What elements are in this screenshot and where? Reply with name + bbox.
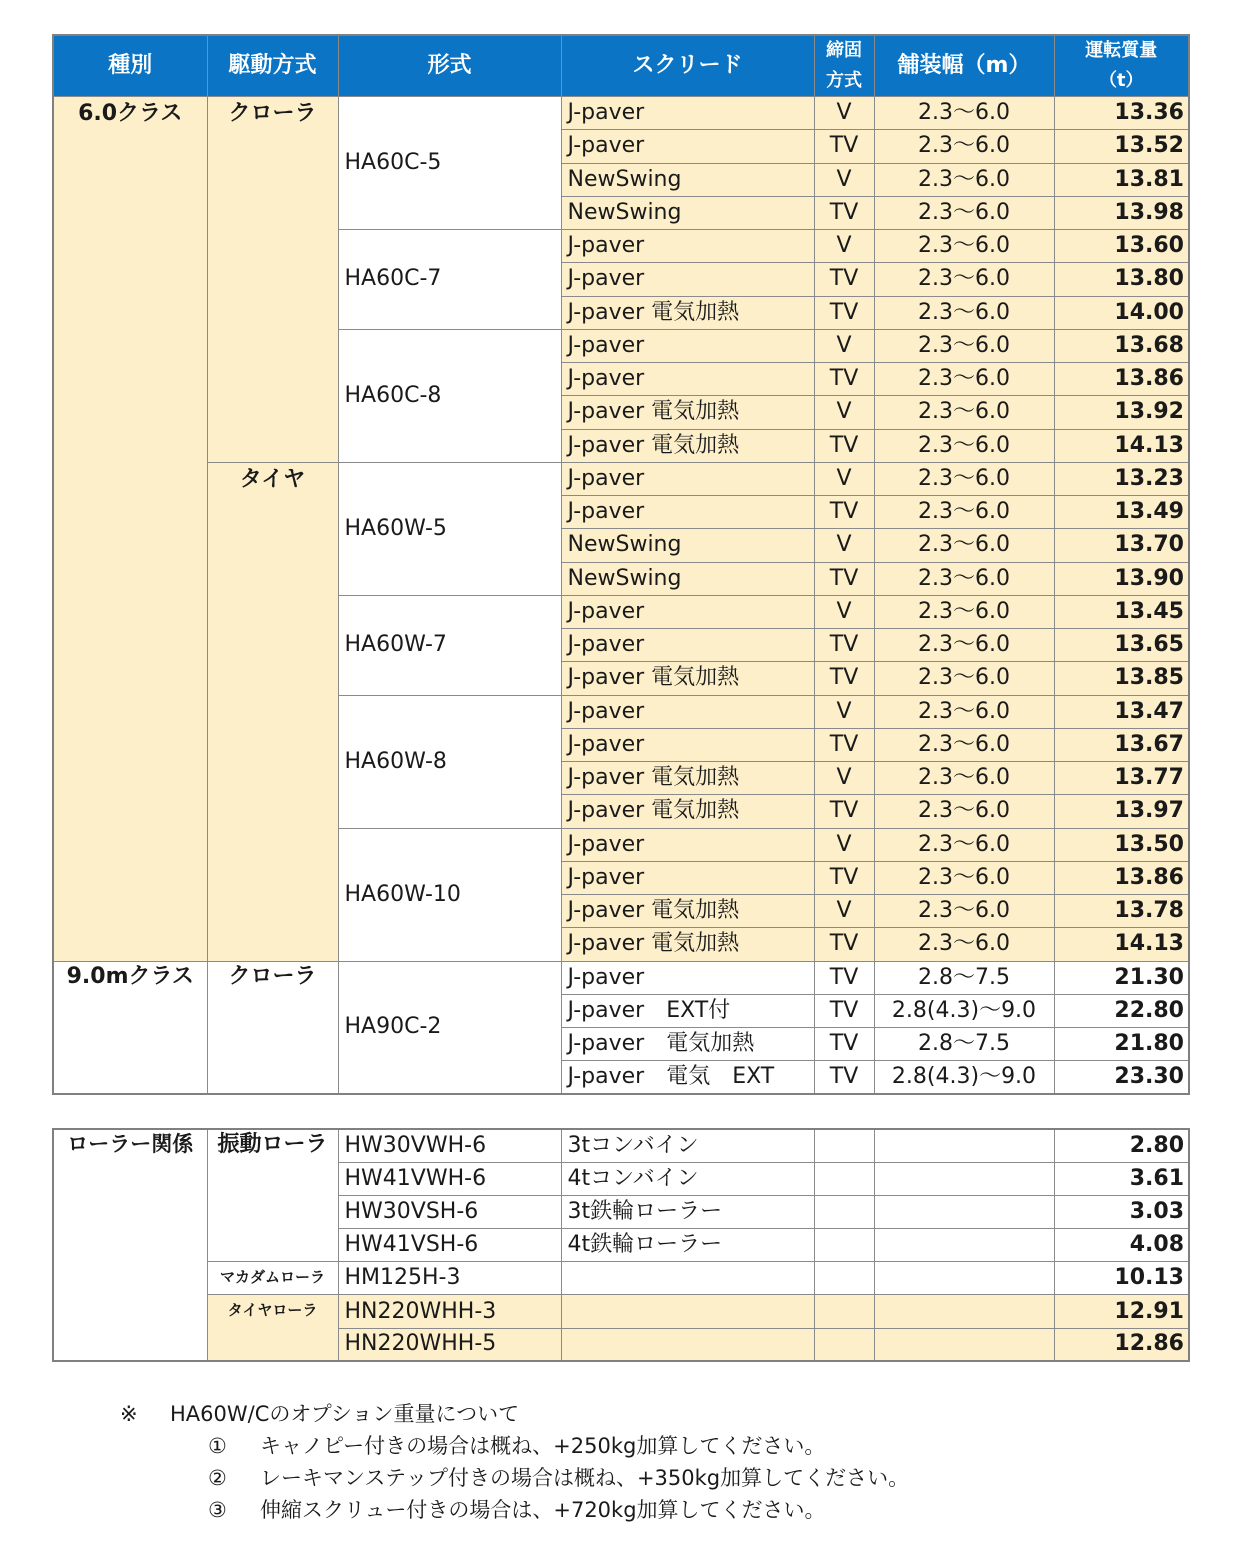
compaction-cell: V <box>814 595 874 628</box>
width-cell: 2.3～6.0 <box>874 97 1054 130</box>
weight-cell: 4.08 <box>1054 1229 1189 1262</box>
screed-cell: J-paver <box>561 828 814 861</box>
model-cell: HA60C-5 <box>338 97 561 230</box>
weight-cell: 13.52 <box>1054 130 1189 163</box>
compaction-cell: V <box>814 828 874 861</box>
compaction-cell: TV <box>814 861 874 894</box>
weight-cell: 13.78 <box>1054 895 1189 928</box>
weight-cell: 10.13 <box>1054 1262 1189 1295</box>
weight-cell: 14.00 <box>1054 296 1189 329</box>
empty-cell <box>874 1328 1054 1361</box>
notes-title: HA60W/Cのオプション重量について <box>170 1402 520 1426</box>
paver-spec-table <box>52 34 1190 1095</box>
weight-cell: 2.80 <box>1054 1129 1189 1162</box>
width-cell: 2.8～7.5 <box>874 1028 1054 1061</box>
width-cell: 2.3～6.0 <box>874 928 1054 961</box>
roller-category-cell: ローラー関係 <box>53 1129 207 1361</box>
compaction-cell: TV <box>814 961 874 994</box>
model-cell: HA60W-5 <box>338 462 561 595</box>
category-cell-6: 6.0クラス <box>53 97 207 962</box>
note-text: レーキマンステップ付きの場合は概ね、+350kg加算してください。 <box>260 1466 910 1490</box>
note-item <box>120 1494 909 1526</box>
weight-cell: 13.49 <box>1054 496 1189 529</box>
weight-cell: 13.70 <box>1054 529 1189 562</box>
compaction-cell: V <box>814 329 874 362</box>
compaction-cell: TV <box>814 196 874 229</box>
model-cell: HA60C-8 <box>338 329 561 462</box>
width-cell: 2.3～6.0 <box>874 629 1054 662</box>
note-number: ③ <box>208 1498 227 1522</box>
screed-cell: J-paver 電気加熱 <box>561 1028 814 1061</box>
empty-cell <box>874 1295 1054 1328</box>
compaction-cell: V <box>814 230 874 263</box>
width-cell: 2.3～6.0 <box>874 496 1054 529</box>
header-width: 舗装幅（m） <box>874 35 1054 97</box>
empty-cell <box>874 1129 1054 1162</box>
weight-cell: 13.80 <box>1054 263 1189 296</box>
weight-cell: 13.65 <box>1054 629 1189 662</box>
width-cell: 2.3～6.0 <box>874 795 1054 828</box>
compaction-cell: TV <box>814 562 874 595</box>
compaction-cell: TV <box>814 130 874 163</box>
screed-cell: J-paver EXT付 <box>561 994 814 1027</box>
drive-cell-crawler-90: クローラ <box>207 961 338 1094</box>
screed-cell: J-paver <box>561 97 814 130</box>
weight-cell: 13.45 <box>1054 595 1189 628</box>
weight-cell: 13.81 <box>1054 163 1189 196</box>
model-cell: HW41VSH-6 <box>338 1229 561 1262</box>
screed-cell: NewSwing <box>561 562 814 595</box>
weight-cell: 13.77 <box>1054 762 1189 795</box>
weight-cell: 12.86 <box>1054 1328 1189 1361</box>
width-cell: 2.3～6.0 <box>874 196 1054 229</box>
weight-cell: 13.86 <box>1054 861 1189 894</box>
desc-cell: 4t鉄輪ローラー <box>561 1229 814 1262</box>
weight-cell: 21.80 <box>1054 1028 1189 1061</box>
empty-cell <box>814 1162 874 1195</box>
weight-cell: 13.23 <box>1054 462 1189 495</box>
width-cell: 2.3～6.0 <box>874 329 1054 362</box>
desc-cell <box>561 1262 814 1295</box>
width-cell: 2.3～6.0 <box>874 595 1054 628</box>
screed-cell: J-paver <box>561 230 814 263</box>
model-cell: HN220WHH-3 <box>338 1295 561 1328</box>
width-cell: 2.3～6.0 <box>874 462 1054 495</box>
compaction-cell: V <box>814 396 874 429</box>
weight-cell: 13.47 <box>1054 695 1189 728</box>
compaction-cell: V <box>814 895 874 928</box>
empty-cell <box>814 1328 874 1361</box>
compaction-cell: V <box>814 163 874 196</box>
screed-cell: J-paver <box>561 629 814 662</box>
weight-cell: 13.98 <box>1054 196 1189 229</box>
width-cell: 2.3～6.0 <box>874 695 1054 728</box>
empty-cell <box>814 1295 874 1328</box>
empty-cell <box>874 1262 1054 1295</box>
weight-cell: 14.13 <box>1054 429 1189 462</box>
weight-cell: 22.80 <box>1054 994 1189 1027</box>
compaction-cell: TV <box>814 263 874 296</box>
width-cell: 2.3～6.0 <box>874 762 1054 795</box>
drive-cell-tire: タイヤ <box>207 462 338 961</box>
model-cell: HM125H-3 <box>338 1262 561 1295</box>
header-weight: 運転質量 （t） <box>1054 35 1189 97</box>
screed-cell: J-paver 電気加熱 <box>561 296 814 329</box>
table-row <box>53 961 1189 994</box>
empty-cell <box>814 1229 874 1262</box>
header-category: 種別 <box>53 35 207 97</box>
width-cell: 2.8(4.3)～9.0 <box>874 994 1054 1027</box>
weight-cell: 13.97 <box>1054 795 1189 828</box>
model-cell: HA60C-7 <box>338 230 561 330</box>
header-drive: 駆動方式 <box>207 35 338 97</box>
compaction-cell: TV <box>814 662 874 695</box>
screed-cell: J-paver <box>561 263 814 296</box>
note-number: ② <box>208 1466 227 1490</box>
screed-cell: J-paver <box>561 363 814 396</box>
weight-cell: 13.85 <box>1054 662 1189 695</box>
header-screed: スクリード <box>561 35 814 97</box>
weight-cell: 13.90 <box>1054 562 1189 595</box>
desc-cell: 3t鉄輪ローラー <box>561 1195 814 1228</box>
compaction-cell: V <box>814 462 874 495</box>
weight-cell: 13.92 <box>1054 396 1189 429</box>
vibration-roller-cell: 振動ローラ <box>207 1129 338 1262</box>
weight-cell: 13.36 <box>1054 97 1189 130</box>
weight-cell: 3.03 <box>1054 1195 1189 1228</box>
width-cell: 2.3～6.0 <box>874 529 1054 562</box>
note-number: ① <box>208 1434 227 1458</box>
macadam-roller-cell: マカダムローラ <box>207 1262 338 1295</box>
tire-roller-cell: タイヤローラ <box>207 1295 338 1361</box>
desc-cell <box>561 1328 814 1361</box>
weight-cell: 12.91 <box>1054 1295 1189 1328</box>
weight-cell: 3.61 <box>1054 1162 1189 1195</box>
model-cell: HA60W-8 <box>338 695 561 828</box>
weight-cell: 14.13 <box>1054 928 1189 961</box>
note-item <box>120 1462 909 1494</box>
screed-cell: NewSwing <box>561 529 814 562</box>
roller-spec-table <box>52 1128 1190 1362</box>
screed-cell: J-paver <box>561 462 814 495</box>
screed-cell: J-paver <box>561 329 814 362</box>
width-cell: 2.3～6.0 <box>874 828 1054 861</box>
screed-cell: J-paver <box>561 728 814 761</box>
compaction-cell: TV <box>814 728 874 761</box>
model-cell: HW30VSH-6 <box>338 1195 561 1228</box>
compaction-cell: TV <box>814 496 874 529</box>
width-cell: 2.3～6.0 <box>874 263 1054 296</box>
note-text: キャノピー付きの場合は概ね、+250kg加算してください。 <box>260 1434 826 1458</box>
compaction-cell: TV <box>814 629 874 662</box>
screed-cell: J-paver 電気加熱 <box>561 429 814 462</box>
compaction-cell: TV <box>814 795 874 828</box>
screed-cell: J-paver 電気加熱 <box>561 662 814 695</box>
width-cell: 2.8～7.5 <box>874 961 1054 994</box>
weight-cell: 21.30 <box>1054 961 1189 994</box>
note-item <box>120 1430 909 1462</box>
compaction-cell: TV <box>814 1028 874 1061</box>
width-cell: 2.3～6.0 <box>874 662 1054 695</box>
width-cell: 2.3～6.0 <box>874 861 1054 894</box>
compaction-cell: V <box>814 529 874 562</box>
compaction-cell: TV <box>814 994 874 1027</box>
header-compaction: 締固 方式 <box>814 35 874 97</box>
screed-cell: J-paver 電気加熱 <box>561 396 814 429</box>
weight-cell: 13.50 <box>1054 828 1189 861</box>
model-cell: HA60W-10 <box>338 828 561 961</box>
model-cell: HN220WHH-5 <box>338 1328 561 1361</box>
empty-cell <box>814 1129 874 1162</box>
header-model: 形式 <box>338 35 561 97</box>
compaction-cell: TV <box>814 363 874 396</box>
model-cell: HW30VWH-6 <box>338 1129 561 1162</box>
width-cell: 2.3～6.0 <box>874 163 1054 196</box>
width-cell: 2.3～6.0 <box>874 562 1054 595</box>
width-cell: 2.3～6.0 <box>874 728 1054 761</box>
compaction-cell: TV <box>814 928 874 961</box>
screed-cell: NewSwing <box>561 163 814 196</box>
width-cell: 2.3～6.0 <box>874 895 1054 928</box>
weight-cell: 13.67 <box>1054 728 1189 761</box>
table-row <box>53 1262 1189 1295</box>
screed-cell: NewSwing <box>561 196 814 229</box>
model-cell: HW41VWH-6 <box>338 1162 561 1195</box>
weight-cell: 13.68 <box>1054 329 1189 362</box>
table-row <box>53 1129 1189 1162</box>
option-weight-notes <box>120 1398 909 1526</box>
compaction-cell: V <box>814 695 874 728</box>
compaction-cell: TV <box>814 429 874 462</box>
compaction-cell: TV <box>814 296 874 329</box>
empty-cell <box>814 1262 874 1295</box>
note-text: 伸縮スクリュー付きの場合は、+720kg加算してください。 <box>260 1498 826 1522</box>
screed-cell: J-paver <box>561 496 814 529</box>
screed-cell: J-paver 電気加熱 <box>561 895 814 928</box>
compaction-cell: TV <box>814 1061 874 1094</box>
desc-cell: 4tコンバイン <box>561 1162 814 1195</box>
compaction-cell: V <box>814 97 874 130</box>
screed-cell: J-paver 電気 EXT <box>561 1061 814 1094</box>
width-cell: 2.8(4.3)～9.0 <box>874 1061 1054 1094</box>
weight-cell: 13.60 <box>1054 230 1189 263</box>
width-cell: 2.3～6.0 <box>874 429 1054 462</box>
empty-cell <box>874 1162 1054 1195</box>
desc-cell <box>561 1295 814 1328</box>
screed-cell: J-paver <box>561 695 814 728</box>
desc-cell: 3tコンバイン <box>561 1129 814 1162</box>
width-cell: 2.3～6.0 <box>874 230 1054 263</box>
screed-cell: J-paver 電気加熱 <box>561 928 814 961</box>
width-cell: 2.3～6.0 <box>874 130 1054 163</box>
model-cell: HA90C-2 <box>338 961 561 1094</box>
width-cell: 2.3～6.0 <box>874 363 1054 396</box>
screed-cell: J-paver 電気加熱 <box>561 795 814 828</box>
width-cell: 2.3～6.0 <box>874 396 1054 429</box>
empty-cell <box>814 1195 874 1228</box>
empty-cell <box>874 1195 1054 1228</box>
screed-cell: J-paver 電気加熱 <box>561 762 814 795</box>
weight-cell: 23.30 <box>1054 1061 1189 1094</box>
screed-cell: J-paver <box>561 961 814 994</box>
screed-cell: J-paver <box>561 861 814 894</box>
screed-cell: J-paver <box>561 595 814 628</box>
category-cell-9: 9.0mクラス <box>53 961 207 1094</box>
table-row <box>53 462 1189 495</box>
screed-cell: J-paver <box>561 130 814 163</box>
weight-cell: 13.86 <box>1054 363 1189 396</box>
model-cell: HA60W-7 <box>338 595 561 695</box>
compaction-cell: V <box>814 762 874 795</box>
table-row <box>53 1295 1189 1328</box>
note-mark: ※ <box>120 1402 138 1426</box>
header-row <box>53 35 1189 97</box>
empty-cell <box>874 1229 1054 1262</box>
table-row <box>53 97 1189 130</box>
drive-cell-crawler: クローラ <box>207 97 338 463</box>
notes-title-row <box>120 1398 909 1430</box>
width-cell: 2.3～6.0 <box>874 296 1054 329</box>
